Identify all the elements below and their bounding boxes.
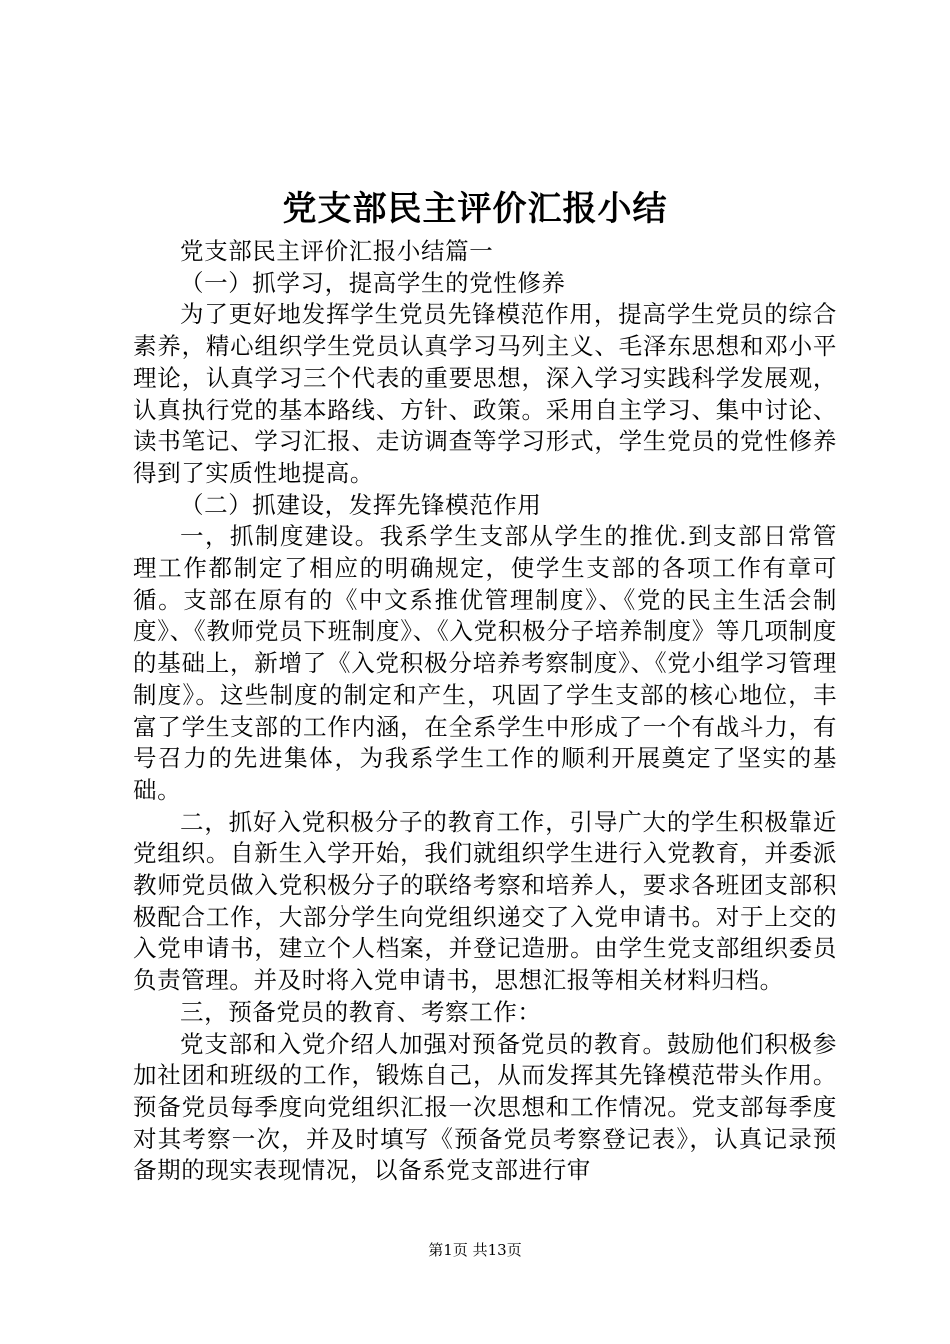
paragraph: 二，抓好入党积极分子的教育工作，引导广大的学生积极靠近党组织。自新生入学开始，我们就组织学生进行入党教育，并委派教师党员做入党积极分子的联络考察和培养人，要求各班团支部积极配合工作，大部分学生向党组织递交了入党申请书。对于上交的入党申请书，建立个人档案，并登记造册。由学生党支部组织委员负责管理。并及时将入党申请书，思想汇报等相关材料归档。 <box>133 807 837 995</box>
paragraph: 党支部和入党介绍人加强对预备党员的教育。鼓励他们积极参加社团和班级的工作，锻炼自己，从而发挥其先锋模范带头作用。预备党员每季度向党组织汇报一次思想和工作情况。党支部每季度对其考察一次，并及时填写《预备党员考察登记表》，认真记录预备期的现实表现情况，以备系党支部进行审 <box>133 1029 837 1185</box>
paragraph: 为了更好地发挥学生党员先锋模范作用，提高学生党员的综合素养，精心组织学生党员认真学习马列主义、毛泽东思想和邓小平理论，认真学习三个代表的重要思想，深入学习实践科学发展观，认真执行党的基本路线、方针、政策。采用自主学习、集中讨论、读书笔记、学习汇报、走访调查等学习形式，学生党员的党性修养得到了实质性地提高。 <box>133 300 837 487</box>
section-heading: 党支部民主评价汇报小结篇一 <box>180 237 494 265</box>
subsection-heading: （一）抓学习，提高学生的党性修养 <box>180 268 566 297</box>
page-number-footer: 第1页 共13页 <box>428 1241 522 1259</box>
subsection-heading: （二）抓建设，发挥先锋模范作用 <box>180 490 542 519</box>
document-body <box>133 236 837 1187</box>
paragraph: 一，抓制度建设。我系学生支部从学生的推优.到支部日常管理工作都制定了相应的明确规定，使学生支部的各项工作有章可循。支部在原有的《中文系推优管理制度》、《党的民主生活会制度》、《教师党员下班制度》、《入党积极分子培养制度》等几项制度的基础上，新增了《入党积极分培养考察制度》、《党小组学习管理制度》。这些制度的制定和产生，巩固了学生支部的核心地位，丰富了学生支部的工作内涵，在全系学生中形成了一个有战斗力，有号召力的先进集体，为我系学生工作的顺利开展奠定了坚实的基础。 <box>133 522 837 804</box>
paragraph: 三，预备党员的教育、考察工作： <box>180 997 542 1026</box>
document-title: 党支部民主评价汇报小结 <box>282 189 668 229</box>
